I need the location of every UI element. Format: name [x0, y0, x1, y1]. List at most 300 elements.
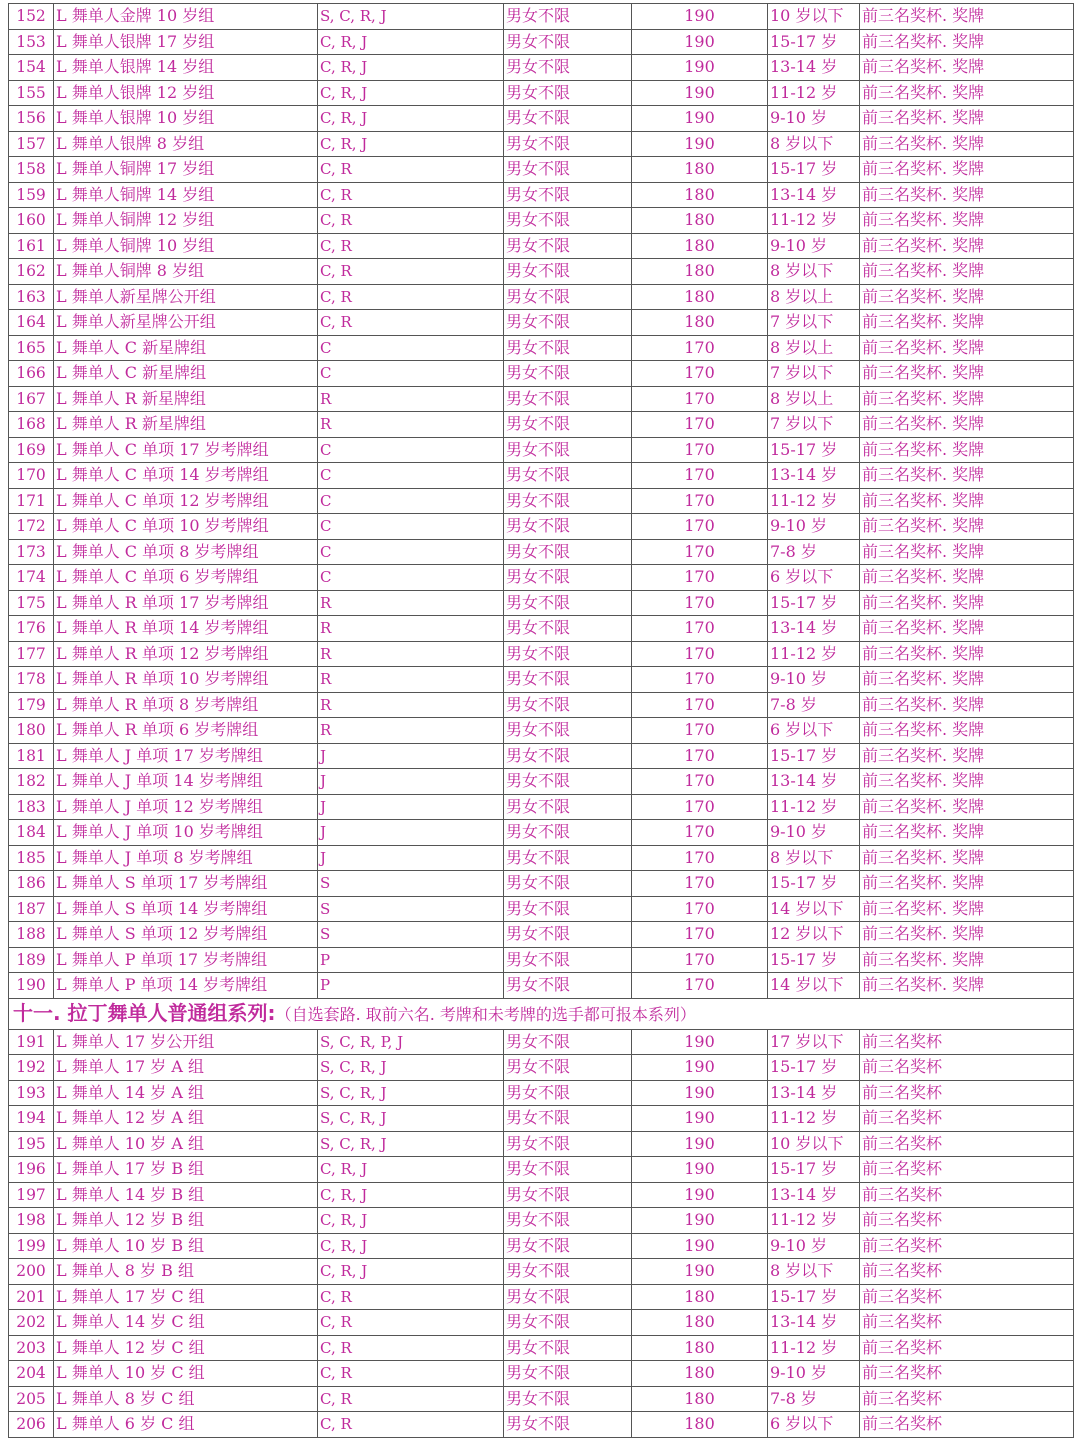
dance-set-cell: C, R [318, 1361, 504, 1387]
age-group-cell: 15-17 岁 [768, 590, 860, 616]
dance-set-cell: P [318, 973, 504, 999]
event-name-cell: L 舞单人 17 岁 C 组 [54, 1284, 318, 1310]
gender-rule-cell: 男女不限 [504, 692, 632, 718]
table-row [9, 641, 1074, 667]
event-name-cell: L 舞单人新星牌公开组 [54, 310, 318, 336]
table-row [9, 233, 1074, 259]
gender-rule-cell: 男女不限 [504, 1361, 632, 1387]
age-group-cell: 7 岁以下 [768, 412, 860, 438]
age-group-cell: 8 岁以下 [768, 1259, 860, 1285]
dance-set-cell: C [318, 361, 504, 387]
entry-fee-cell: 190 [632, 1106, 768, 1132]
row-number-cell: 202 [9, 1310, 54, 1336]
table-row [9, 922, 1074, 948]
age-group-cell: 13-14 岁 [768, 55, 860, 81]
row-number-cell: 203 [9, 1335, 54, 1361]
age-group-cell: 7-8 岁 [768, 539, 860, 565]
dance-set-cell: C [318, 539, 504, 565]
dance-set-cell: J [318, 820, 504, 846]
gender-rule-cell: 男女不限 [504, 1386, 632, 1412]
entry-fee-cell: 190 [632, 1182, 768, 1208]
table-row [9, 820, 1074, 846]
award-cell: 前三名奖杯 [860, 1157, 1074, 1183]
award-cell: 前三名奖杯. 奖牌 [860, 488, 1074, 514]
gender-rule-cell: 男女不限 [504, 922, 632, 948]
event-name-cell: L 舞单人金牌 10 岁组 [54, 4, 318, 30]
age-group-cell: 6 岁以下 [768, 718, 860, 744]
gender-rule-cell: 男女不限 [504, 157, 632, 183]
age-group-cell: 15-17 岁 [768, 743, 860, 769]
row-number-cell: 178 [9, 667, 54, 693]
event-name-cell: L 舞单人 10 岁 C 组 [54, 1361, 318, 1387]
entry-fee-cell: 180 [632, 1361, 768, 1387]
gender-rule-cell: 男女不限 [504, 386, 632, 412]
gender-rule-cell: 男女不限 [504, 1284, 632, 1310]
table-row [9, 55, 1074, 81]
age-group-cell: 13-14 岁 [768, 616, 860, 642]
row-number-cell: 168 [9, 412, 54, 438]
award-cell: 前三名奖杯 [860, 1284, 1074, 1310]
row-number-cell: 158 [9, 157, 54, 183]
gender-rule-cell: 男女不限 [504, 667, 632, 693]
award-cell: 前三名奖杯. 奖牌 [860, 769, 1074, 795]
dance-set-cell: S [318, 871, 504, 897]
row-number-cell: 206 [9, 1412, 54, 1438]
gender-rule-cell: 男女不限 [504, 590, 632, 616]
award-cell: 前三名奖杯. 奖牌 [860, 947, 1074, 973]
award-cell: 前三名奖杯 [860, 1310, 1074, 1336]
row-number-cell: 159 [9, 182, 54, 208]
event-name-cell: L 舞单人铜牌 10 岁组 [54, 233, 318, 259]
gender-rule-cell: 男女不限 [504, 4, 632, 30]
table-row [9, 386, 1074, 412]
award-cell: 前三名奖杯. 奖牌 [860, 641, 1074, 667]
gender-rule-cell: 男女不限 [504, 845, 632, 871]
dance-set-cell: S [318, 896, 504, 922]
age-group-cell: 15-17 岁 [768, 437, 860, 463]
gender-rule-cell: 男女不限 [504, 208, 632, 234]
table-row [9, 667, 1074, 693]
entry-fee-cell: 180 [632, 284, 768, 310]
dance-set-cell: C [318, 488, 504, 514]
dance-set-cell: S, C, R, J [318, 4, 504, 30]
table-row [9, 463, 1074, 489]
entry-fee-cell: 170 [632, 845, 768, 871]
table-row [9, 1157, 1074, 1183]
section-title: 十一. 拉丁舞单人普通组系列: [13, 1000, 276, 1025]
table-row [9, 1284, 1074, 1310]
award-cell: 前三名奖杯. 奖牌 [860, 463, 1074, 489]
award-cell: 前三名奖杯 [860, 1106, 1074, 1132]
row-number-cell: 163 [9, 284, 54, 310]
age-group-cell: 12 岁以下 [768, 922, 860, 948]
entry-fee-cell: 180 [632, 233, 768, 259]
gender-rule-cell: 男女不限 [504, 565, 632, 591]
entry-fee-cell: 190 [632, 1208, 768, 1234]
age-group-cell: 15-17 岁 [768, 871, 860, 897]
dance-set-cell: C, R, J [318, 55, 504, 81]
event-table [8, 3, 1074, 1438]
dance-set-cell: J [318, 769, 504, 795]
age-group-cell: 13-14 岁 [768, 1080, 860, 1106]
event-name-cell: L 舞单人银牌 12 岁组 [54, 80, 318, 106]
row-number-cell: 185 [9, 845, 54, 871]
age-group-cell: 11-12 岁 [768, 641, 860, 667]
event-name-cell: L 舞单人 8 岁 C 组 [54, 1386, 318, 1412]
age-group-cell: 11-12 岁 [768, 794, 860, 820]
gender-rule-cell: 男女不限 [504, 106, 632, 132]
row-number-cell: 193 [9, 1080, 54, 1106]
age-group-cell: 15-17 岁 [768, 1284, 860, 1310]
age-group-cell: 9-10 岁 [768, 106, 860, 132]
age-group-cell: 15-17 岁 [768, 1055, 860, 1081]
award-cell: 前三名奖杯 [860, 1131, 1074, 1157]
dance-set-cell: C [318, 565, 504, 591]
entry-fee-cell: 170 [632, 922, 768, 948]
dance-set-cell: C, R, J [318, 131, 504, 157]
table-row [9, 4, 1074, 30]
table-row [9, 743, 1074, 769]
award-cell: 前三名奖杯. 奖牌 [860, 361, 1074, 387]
award-cell: 前三名奖杯. 奖牌 [860, 871, 1074, 897]
dance-set-cell: S, C, R, J [318, 1055, 504, 1081]
gender-rule-cell: 男女不限 [504, 1259, 632, 1285]
award-cell: 前三名奖杯. 奖牌 [860, 55, 1074, 81]
event-name-cell: L 舞单人 R 单项 17 岁考牌组 [54, 590, 318, 616]
entry-fee-cell: 170 [632, 335, 768, 361]
entry-fee-cell: 190 [632, 131, 768, 157]
event-name-cell: L 舞单人铜牌 12 岁组 [54, 208, 318, 234]
entry-fee-cell: 180 [632, 1284, 768, 1310]
age-group-cell: 8 岁以下 [768, 845, 860, 871]
event-name-cell: L 舞单人 C 单项 10 岁考牌组 [54, 514, 318, 540]
award-cell: 前三名奖杯. 奖牌 [860, 80, 1074, 106]
award-cell: 前三名奖杯. 奖牌 [860, 820, 1074, 846]
row-number-cell: 197 [9, 1182, 54, 1208]
table-body-series-eleven [9, 1029, 1074, 1437]
row-number-cell: 156 [9, 106, 54, 132]
dance-set-cell: S, C, R, J [318, 1080, 504, 1106]
entry-fee-cell: 170 [632, 973, 768, 999]
dance-set-cell: C, R, J [318, 1208, 504, 1234]
award-cell: 前三名奖杯. 奖牌 [860, 692, 1074, 718]
age-group-cell: 11-12 岁 [768, 1208, 860, 1234]
entry-fee-cell: 190 [632, 55, 768, 81]
gender-rule-cell: 男女不限 [504, 412, 632, 438]
dance-set-cell: S [318, 922, 504, 948]
entry-fee-cell: 170 [632, 514, 768, 540]
table-row [9, 1361, 1074, 1387]
entry-fee-cell: 190 [632, 1233, 768, 1259]
award-cell: 前三名奖杯 [860, 1335, 1074, 1361]
table-row [9, 284, 1074, 310]
award-cell: 前三名奖杯. 奖牌 [860, 514, 1074, 540]
entry-fee-cell: 190 [632, 1055, 768, 1081]
dance-set-cell: R [318, 667, 504, 693]
dance-set-cell: C, R [318, 284, 504, 310]
row-number-cell: 177 [9, 641, 54, 667]
award-cell: 前三名奖杯. 奖牌 [860, 590, 1074, 616]
table-row [9, 565, 1074, 591]
row-number-cell: 153 [9, 29, 54, 55]
age-group-cell: 15-17 岁 [768, 29, 860, 55]
age-group-cell: 14 岁以下 [768, 896, 860, 922]
entry-fee-cell: 170 [632, 539, 768, 565]
dance-set-cell: J [318, 845, 504, 871]
row-number-cell: 182 [9, 769, 54, 795]
table-row [9, 259, 1074, 285]
table-row [9, 208, 1074, 234]
gender-rule-cell: 男女不限 [504, 233, 632, 259]
gender-rule-cell: 男女不限 [504, 259, 632, 285]
age-group-cell: 13-14 岁 [768, 1310, 860, 1336]
row-number-cell: 167 [9, 386, 54, 412]
event-name-cell: L 舞单人 17 岁 A 组 [54, 1055, 318, 1081]
entry-fee-cell: 180 [632, 310, 768, 336]
row-number-cell: 161 [9, 233, 54, 259]
row-number-cell: 174 [9, 565, 54, 591]
table-row [9, 1029, 1074, 1055]
gender-rule-cell: 男女不限 [504, 1310, 632, 1336]
entry-fee-cell: 180 [632, 182, 768, 208]
award-cell: 前三名奖杯. 奖牌 [860, 259, 1074, 285]
dance-set-cell: C [318, 514, 504, 540]
dance-set-cell: S, C, R, J [318, 1106, 504, 1132]
row-number-cell: 173 [9, 539, 54, 565]
award-cell: 前三名奖杯. 奖牌 [860, 310, 1074, 336]
gender-rule-cell: 男女不限 [504, 794, 632, 820]
dance-set-cell: C, R [318, 182, 504, 208]
age-group-cell: 6 岁以下 [768, 1412, 860, 1438]
age-group-cell: 7 岁以下 [768, 361, 860, 387]
gender-rule-cell: 男女不限 [504, 820, 632, 846]
dance-set-cell: C, R [318, 1386, 504, 1412]
dance-set-cell: C, R [318, 208, 504, 234]
event-name-cell: L 舞单人 S 单项 17 岁考牌组 [54, 871, 318, 897]
row-number-cell: 176 [9, 616, 54, 642]
age-group-cell: 8 岁以上 [768, 335, 860, 361]
event-name-cell: L 舞单人新星牌公开组 [54, 284, 318, 310]
dance-set-cell: C, R, J [318, 1182, 504, 1208]
dance-set-cell: C, R [318, 1310, 504, 1336]
table-row [9, 718, 1074, 744]
table-row [9, 131, 1074, 157]
award-cell: 前三名奖杯 [860, 1259, 1074, 1285]
event-name-cell: L 舞单人 R 单项 12 岁考牌组 [54, 641, 318, 667]
event-name-cell: L 舞单人 12 岁 B 组 [54, 1208, 318, 1234]
entry-fee-cell: 190 [632, 1259, 768, 1285]
table-row [9, 1131, 1074, 1157]
gender-rule-cell: 男女不限 [504, 973, 632, 999]
table-row [9, 157, 1074, 183]
dance-set-cell: R [318, 616, 504, 642]
table-row [9, 1182, 1074, 1208]
event-name-cell: L 舞单人 S 单项 14 岁考牌组 [54, 896, 318, 922]
event-name-cell: L 舞单人 C 单项 6 岁考牌组 [54, 565, 318, 591]
event-name-cell: L 舞单人 R 单项 6 岁考牌组 [54, 718, 318, 744]
dance-set-cell: J [318, 794, 504, 820]
gender-rule-cell: 男女不限 [504, 539, 632, 565]
event-name-cell: L 舞单人银牌 10 岁组 [54, 106, 318, 132]
dance-set-cell: P [318, 947, 504, 973]
entry-fee-cell: 190 [632, 106, 768, 132]
row-number-cell: 162 [9, 259, 54, 285]
award-cell: 前三名奖杯. 奖牌 [860, 973, 1074, 999]
event-name-cell: L 舞单人铜牌 14 岁组 [54, 182, 318, 208]
row-number-cell: 181 [9, 743, 54, 769]
entry-fee-cell: 190 [632, 80, 768, 106]
age-group-cell: 10 岁以下 [768, 4, 860, 30]
event-name-cell: L 舞单人 J 单项 17 岁考牌组 [54, 743, 318, 769]
event-name-cell: L 舞单人 R 单项 8 岁考牌组 [54, 692, 318, 718]
entry-fee-cell: 170 [632, 641, 768, 667]
age-group-cell: 8 岁以上 [768, 284, 860, 310]
award-cell: 前三名奖杯. 奖牌 [860, 412, 1074, 438]
entry-fee-cell: 170 [632, 871, 768, 897]
gender-rule-cell: 男女不限 [504, 1335, 632, 1361]
row-number-cell: 184 [9, 820, 54, 846]
gender-rule-cell: 男女不限 [504, 1080, 632, 1106]
dance-set-cell: R [318, 412, 504, 438]
table-row [9, 590, 1074, 616]
entry-fee-cell: 180 [632, 1386, 768, 1412]
entry-fee-cell: 190 [632, 1131, 768, 1157]
age-group-cell: 11-12 岁 [768, 488, 860, 514]
age-group-cell: 11-12 岁 [768, 80, 860, 106]
event-name-cell: L 舞单人 P 单项 17 岁考牌组 [54, 947, 318, 973]
event-name-cell: L 舞单人 14 岁 A 组 [54, 1080, 318, 1106]
table-row [9, 1055, 1074, 1081]
entry-fee-cell: 180 [632, 1412, 768, 1438]
row-number-cell: 204 [9, 1361, 54, 1387]
row-number-cell: 188 [9, 922, 54, 948]
dance-set-cell: C, R [318, 1412, 504, 1438]
gender-rule-cell: 男女不限 [504, 718, 632, 744]
dance-set-cell: C, R [318, 259, 504, 285]
age-group-cell: 13-14 岁 [768, 463, 860, 489]
entry-fee-cell: 180 [632, 259, 768, 285]
table-row [9, 1233, 1074, 1259]
entry-fee-cell: 170 [632, 692, 768, 718]
table-row [9, 488, 1074, 514]
age-group-cell: 11-12 岁 [768, 1106, 860, 1132]
age-group-cell: 13-14 岁 [768, 182, 860, 208]
event-name-cell: L 舞单人 P 单项 14 岁考牌组 [54, 973, 318, 999]
section-header-cell [9, 998, 1074, 1029]
award-cell: 前三名奖杯. 奖牌 [860, 284, 1074, 310]
age-group-cell: 7 岁以下 [768, 310, 860, 336]
dance-set-cell: C, R [318, 233, 504, 259]
gender-rule-cell: 男女不限 [504, 1208, 632, 1234]
award-cell: 前三名奖杯. 奖牌 [860, 131, 1074, 157]
table-row [9, 845, 1074, 871]
table-row [9, 973, 1074, 999]
event-name-cell: L 舞单人 J 单项 10 岁考牌组 [54, 820, 318, 846]
dance-set-cell: C, R [318, 310, 504, 336]
table-row [9, 80, 1074, 106]
age-group-cell: 13-14 岁 [768, 1182, 860, 1208]
age-group-cell: 9-10 岁 [768, 1361, 860, 1387]
entry-fee-cell: 190 [632, 29, 768, 55]
gender-rule-cell: 男女不限 [504, 310, 632, 336]
event-name-cell: L 舞单人 S 单项 12 岁考牌组 [54, 922, 318, 948]
dance-set-cell: R [318, 718, 504, 744]
row-number-cell: 172 [9, 514, 54, 540]
gender-rule-cell: 男女不限 [504, 896, 632, 922]
dance-set-cell: C, R, J [318, 1259, 504, 1285]
table-row [9, 29, 1074, 55]
dance-set-cell: C [318, 335, 504, 361]
row-number-cell: 205 [9, 1386, 54, 1412]
event-name-cell: L 舞单人 10 岁 A 组 [54, 1131, 318, 1157]
table-row [9, 896, 1074, 922]
gender-rule-cell: 男女不限 [504, 463, 632, 489]
age-group-cell: 7-8 岁 [768, 1386, 860, 1412]
row-number-cell: 189 [9, 947, 54, 973]
award-cell: 前三名奖杯. 奖牌 [860, 208, 1074, 234]
age-group-cell: 8 岁以上 [768, 386, 860, 412]
entry-fee-cell: 170 [632, 743, 768, 769]
award-cell: 前三名奖杯. 奖牌 [860, 182, 1074, 208]
age-group-cell: 7-8 岁 [768, 692, 860, 718]
entry-fee-cell: 170 [632, 896, 768, 922]
dance-set-cell: C, R [318, 1335, 504, 1361]
row-number-cell: 199 [9, 1233, 54, 1259]
age-group-cell: 10 岁以下 [768, 1131, 860, 1157]
dance-set-cell: C, R, J [318, 80, 504, 106]
award-cell: 前三名奖杯. 奖牌 [860, 922, 1074, 948]
row-number-cell: 155 [9, 80, 54, 106]
event-name-cell: L 舞单人铜牌 17 岁组 [54, 157, 318, 183]
award-cell: 前三名奖杯. 奖牌 [860, 29, 1074, 55]
row-number-cell: 175 [9, 590, 54, 616]
dance-set-cell: C, R, J [318, 29, 504, 55]
award-cell: 前三名奖杯. 奖牌 [860, 233, 1074, 259]
age-group-cell: 11-12 岁 [768, 208, 860, 234]
row-number-cell: 180 [9, 718, 54, 744]
gender-rule-cell: 男女不限 [504, 1233, 632, 1259]
award-cell: 前三名奖杯. 奖牌 [860, 616, 1074, 642]
age-group-cell: 9-10 岁 [768, 514, 860, 540]
row-number-cell: 195 [9, 1131, 54, 1157]
row-number-cell: 169 [9, 437, 54, 463]
entry-fee-cell: 170 [632, 947, 768, 973]
table-row [9, 1412, 1074, 1438]
dance-set-cell: R [318, 641, 504, 667]
age-group-cell: 13-14 岁 [768, 769, 860, 795]
event-name-cell: L 舞单人 R 新星牌组 [54, 412, 318, 438]
gender-rule-cell: 男女不限 [504, 1412, 632, 1438]
row-number-cell: 179 [9, 692, 54, 718]
event-name-cell: L 舞单人银牌 14 岁组 [54, 55, 318, 81]
dance-set-cell: S, C, R, P, J [318, 1029, 504, 1055]
table-body-series-ten [9, 4, 1074, 999]
entry-fee-cell: 170 [632, 386, 768, 412]
dance-set-cell: C [318, 437, 504, 463]
event-name-cell: L 舞单人 8 岁 B 组 [54, 1259, 318, 1285]
award-cell: 前三名奖杯 [860, 1182, 1074, 1208]
entry-fee-cell: 170 [632, 463, 768, 489]
table-row [9, 1106, 1074, 1132]
entry-fee-cell: 190 [632, 1157, 768, 1183]
gender-rule-cell: 男女不限 [504, 437, 632, 463]
table-row [9, 514, 1074, 540]
award-cell: 前三名奖杯. 奖牌 [860, 157, 1074, 183]
age-group-cell: 8 岁以下 [768, 259, 860, 285]
entry-fee-cell: 170 [632, 565, 768, 591]
entry-fee-cell: 180 [632, 1310, 768, 1336]
dance-set-cell: C, R, J [318, 1233, 504, 1259]
